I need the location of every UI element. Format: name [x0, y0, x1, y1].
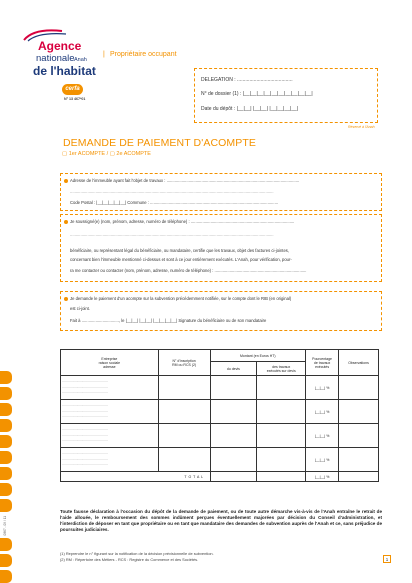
enterprise-cell[interactable]: ............................................... ............................................... ...............................................	[61, 448, 159, 472]
enterprise-cell[interactable]: ............................................... ............................................... ...............................................	[61, 400, 159, 424]
table-row[interactable]	[61, 448, 379, 472]
form-code: 0867 - 09 / 11	[3, 516, 7, 536]
side-tab	[0, 483, 12, 496]
percent-cell[interactable]: |__|__| %	[306, 424, 339, 448]
certification-line-2: concernant bien l'immeuble mentionné ci-dessus et sont à ce jour entièrement exécutés. L'Anah, pour vérification, pour-	[70, 257, 292, 262]
deposit-date-field[interactable]: Date du dépôt : |__|__| |__|__| |__|__|__|__|	[201, 106, 299, 112]
contact-line[interactable]: ra me contacter ou contacter (nom, prénom, adresse, numéro de téléphone) : ...............................................................................	[70, 268, 307, 273]
side-tab	[0, 435, 12, 448]
reserved-box	[194, 68, 378, 123]
acompte-choice[interactable]: ▢ 1er ACOMPTE / ▢ 2e ACOMPTE	[62, 151, 151, 157]
bullet-icon	[64, 179, 68, 183]
signatory-section	[60, 214, 382, 282]
header-separator: |	[103, 51, 105, 58]
legal-warning: Toute fausse déclaration à l'occasion du dépôt de la demande de paiement, ou de toute autre démarche vis-à-vis de l'Anah entraîne le retrait de l'aide allouée, le remboursement des sommes indûment perçues éventuellement majorées par décision du Conseil d'administration, et l'interdiction de déposer en tant que propriétaire ou en tant que mandataire des demandes de subvention auprès de l'Anah et ce, sans préjudice de poursuites judiciaires.	[60, 509, 382, 533]
total-row	[61, 472, 379, 482]
request-line-2: est ci-joint.	[70, 306, 91, 311]
header-observations: Observations	[339, 350, 379, 376]
delegation-field[interactable]: DELEGATION : ........................................	[201, 77, 293, 83]
side-tab	[0, 403, 12, 416]
total-percent[interactable]: |__|__| %	[306, 472, 339, 482]
signatory-line[interactable]: Je soussigné(e) (nom, prénom, adresse, numéro de téléphone) : .........................................................................................	[70, 219, 295, 224]
dossier-number-field[interactable]: N° de dossier (1) : |__|__|__|__|__|__|__|__|__|__|	[201, 91, 313, 97]
logo-text-agence: Agence	[38, 39, 82, 53]
bullet-icon	[64, 297, 68, 301]
header-quote: du devis	[210, 362, 257, 376]
address-line[interactable]: Adresse de l'immeuble ayant fait l'objet de travaux : ..................................................................................................................	[70, 178, 300, 183]
signatory-line-2[interactable]: ...............................................................................................................................................................................	[70, 232, 274, 237]
enterprise-cell[interactable]: ............................................... ............................................... ...............................................	[61, 424, 159, 448]
place-date-signature-line[interactable]: Fait à ................................, le |__|__| |__|__| |__|__|__|__| Signature du bénéficiaire ou de son mandataire	[70, 318, 267, 323]
logo-text-anah: Anah	[74, 57, 87, 63]
footnote-1: (1) Reprendre le n° figurant sur la notification de la décision prévisionnelle de subvention.	[60, 551, 214, 556]
header-title: Propriétaire occupant	[110, 51, 177, 58]
header-enterprise: Entreprise raison sociale adresse	[61, 350, 159, 376]
address-section	[60, 173, 382, 211]
table-row[interactable]	[61, 376, 379, 400]
percent-cell[interactable]: |__|__| %	[306, 400, 339, 424]
address-line-2[interactable]: ...............................................................................................................................................................................	[70, 189, 274, 194]
header-amount: Montant (en Euros HT)	[210, 350, 306, 362]
payment-table	[60, 349, 379, 482]
request-section	[60, 291, 382, 331]
percent-cell[interactable]: |__|__| %	[306, 448, 339, 472]
page-number: 1	[383, 555, 391, 563]
cerfa-number: N° 13 467*01	[64, 97, 86, 101]
header-registration: N° d'inscription RM ou RCS (2)	[158, 350, 210, 376]
side-tab	[0, 419, 12, 432]
bullet-icon	[64, 220, 68, 224]
total-label: T O T A L	[61, 472, 211, 482]
side-tab	[0, 451, 12, 464]
header-percent: Pourcentage de travaux exécutés	[306, 350, 339, 376]
enterprise-cell[interactable]: ............................................... ............................................... ...............................................	[61, 376, 159, 400]
side-tab	[0, 570, 12, 583]
cerfa-badge: cerfa	[62, 84, 83, 95]
side-tab	[0, 387, 12, 400]
table-row[interactable]	[61, 400, 379, 424]
table-row[interactable]	[61, 424, 379, 448]
page-title: DEMANDE DE PAIEMENT D'ACOMPTE	[63, 137, 256, 149]
certification-line-1: bénéficiaire, ou représentant légal du bénéficiaire, ou mandataire, certifie que les travaux, objet des factures ci-jointes,	[70, 248, 290, 253]
postal-code-commune-line[interactable]: Code Postal : |__|__|__|__|__| Commune : ..............................................................................................................	[70, 200, 279, 205]
logo-text-habitat: de l'habitat	[33, 64, 96, 78]
side-tab	[0, 538, 12, 551]
side-tab	[0, 467, 12, 480]
side-tab	[0, 499, 12, 512]
request-line-1: Je demande le paiement d'un acompte sur la subvention précédemment notifiée, sur le compte dont le RIB (en original)	[70, 296, 292, 301]
footnote-2: (2) RM : Répertoire des Métiers - RCS : Registre du Commerce et des Sociétés.	[60, 557, 199, 562]
logo-text-nationale: nationale	[36, 53, 75, 64]
percent-cell[interactable]: |__|__| %	[306, 376, 339, 400]
side-tab	[0, 371, 12, 384]
reserved-caption: Réservé à l'Anah	[348, 125, 375, 129]
header-invoice: des travaux exécutés sur devis	[257, 362, 306, 376]
side-tab	[0, 554, 12, 567]
